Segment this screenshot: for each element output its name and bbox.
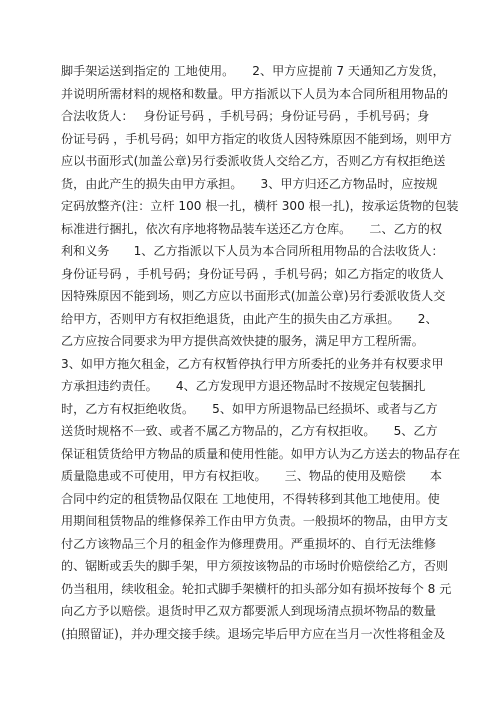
text-line: 标准进行捆扎，依次有序地将物品装车送还乙方仓库。 二、乙方的权 [61, 221, 442, 236]
text-line: 向乙方予以赔偿。退货时甲乙双方都要派人到现场清点损坏物品的数量 [61, 604, 436, 618]
text-line: 付乙方该物品三个月的租金作为修理费用。严重损坏的、自行无法维修 [61, 536, 436, 551]
text-line: 乙方应按合同要求为甲方提供高效快捷的服务，满足甲方工程所需。 [61, 334, 424, 348]
text-line: 3、如甲方拖欠租金，乙方有权暂停执行甲方所委托的业务并有权要求甲 [61, 356, 444, 371]
text-line: 因特殊原因不能到场，则乙方应以书面形式(加盖公章)另行委派收货人交 [61, 289, 446, 303]
text-line: 并说明所需材料的规格和数量。甲方指派以下人员为本合同所租用物品的 [61, 86, 449, 101]
text-line: 给甲方，否则甲方有权拒绝退货，由此产生的损失由乙方承担。 2、 [61, 311, 438, 326]
text-line: 送货时规格不一致、或者不属乙方物品的，乙方有权拒收。 5、乙方 [61, 424, 438, 438]
text-line: 份证号码 ，手机号码；如甲方指定的收货人因特殊原因不能到场，则甲方 [61, 131, 452, 146]
text-line: 仍当租用，续收租金。轮扣式脚手架横杆的扣头部分如有损坏按每个 8 元 [61, 581, 452, 596]
text-line: 方承担违约责任。 4、乙方发现甲方退还物品时不按规定包装捆扎 [61, 379, 426, 393]
contract-text-body [61, 60, 461, 645]
text-line: 时，乙方有权拒绝收货。 5、如甲方所退物品已经损坏、或者与乙方 [61, 401, 438, 416]
text-line: 的、锯断或丢失的脚手架，甲方须按该物品的市场时价赔偿给乙方，否则 [61, 559, 449, 573]
text-line: 合法收货人： 身份证号码 ，手机号码；身份证号码 ，手机号码；身 [61, 109, 430, 123]
text-line: 合同中约定的租赁物品仅限在 工地使用，不得转移到其他工地使用。使 [61, 491, 440, 506]
text-line: 保证租赁货给甲方物品的质量和使用性能。如甲方认为乙方送去的物品存在 [61, 446, 461, 461]
text-line: 货，由此产生的损失由甲方承担。 3、甲方归还乙方物品时，应按规 [61, 176, 438, 191]
text-line: 定码放整齐(注：立杆 100 根一扎，横杆 300 根一扎)，按承运货物的包装 [61, 199, 459, 213]
text-line: 质量隐患或不可使用，甲方有权拒收。 三、物品的使用及赔偿 本 [61, 469, 442, 483]
text-line: (拍照留证)，并办理交接手续。退场完毕后甲方应在当月一次性将租金及 [61, 626, 446, 641]
text-line: 用期间租赁物品的维修保养工作由甲方负责。一般损坏的物品，由甲方支 [61, 514, 449, 528]
text-line: 利和义务 1、乙方指派以下人员为本合同所租用物品的合法收货人： [61, 244, 444, 258]
text-line: 脚手架运送到指定的 工地使用。 2、甲方应提前 7 天通知乙方发货， [61, 64, 445, 78]
text-line: 应以书面形式(加盖公章)另行委派收货人交给乙方，否则乙方有权拒绝送 [61, 154, 446, 168]
text-line: 身份证号码 ，手机号码；身份证号码 ，手机号码；如乙方指定的收货人 [61, 266, 444, 281]
